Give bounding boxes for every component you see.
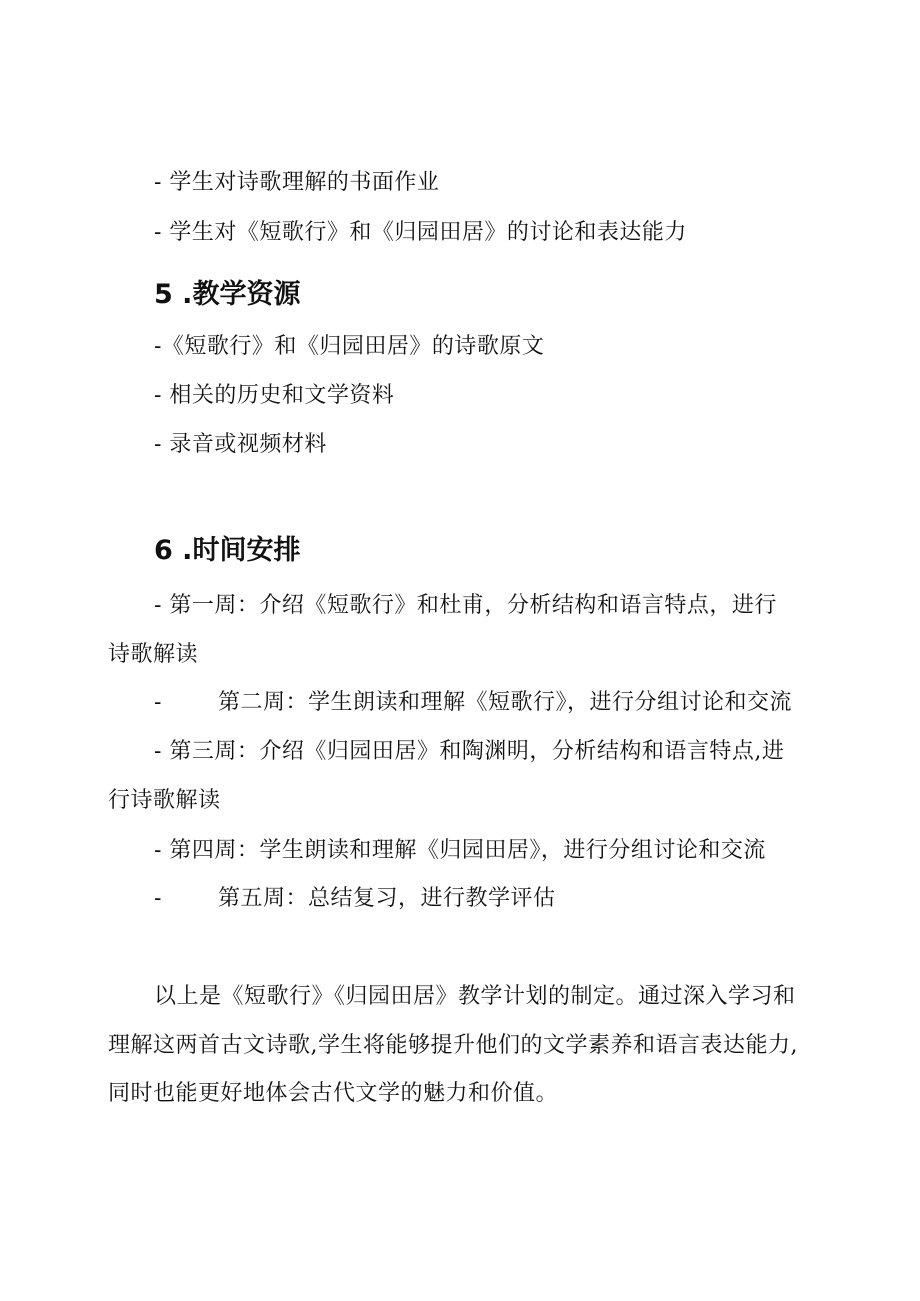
- conclusion-line2: 理解这两首古文诗歌,学生将能够提升他们的文学素养和语言表达能力,: [108, 1033, 798, 1058]
- assessment-item-discussion: - 学生对《短歌行》和《归园田居》的讨论和表达能力: [154, 220, 687, 245]
- resource-item-history-materials: - 相关的历史和文学资料: [154, 383, 395, 408]
- section-heading-schedule: 6 .时间安排: [154, 535, 301, 566]
- section-heading-resources: 5 .教学资源: [154, 279, 301, 310]
- resource-item-audio-video: - 录音或视频材料: [154, 432, 327, 457]
- schedule-week5: [154, 884, 555, 914]
- schedule-week3-line2: 行诗歌解读: [108, 788, 221, 813]
- schedule-week1-line2: 诗歌解读: [108, 642, 199, 667]
- schedule-week4: - 第四周：学生朗读和理解《归园田居》，进行分组讨论和交流: [154, 838, 766, 863]
- schedule-week3-line1: - 第三周：介绍《归园田居》和陶渊明，分析结构和语言特点,进: [154, 739, 785, 764]
- assessment-item-written-work: - 学生对诗歌理解的书面作业: [154, 170, 440, 195]
- conclusion-line1: 以上是《短歌行》《归园田居》教学计划的制定。通过深入学习和: [154, 984, 796, 1009]
- schedule-week5-text: 第五周：总结复习，进行教学评估: [217, 886, 556, 911]
- schedule-week5-dash: -: [154, 886, 162, 911]
- schedule-week2: [154, 688, 792, 718]
- schedule-week2-text: 第二周：学生朗读和理解《短歌行》，进行分组讨论和交流: [217, 690, 792, 715]
- conclusion-line3: 同时也能更好地体会古代文学的魅力和价值。: [108, 1081, 559, 1106]
- schedule-week2-dash: -: [154, 690, 162, 715]
- schedule-week1-line1: - 第一周：介绍《短歌行》和杜甫，分析结构和语言特点，进行: [154, 593, 777, 618]
- resource-item-original-text: -《短歌行》和《归园田居》的诗歌原文: [154, 334, 545, 359]
